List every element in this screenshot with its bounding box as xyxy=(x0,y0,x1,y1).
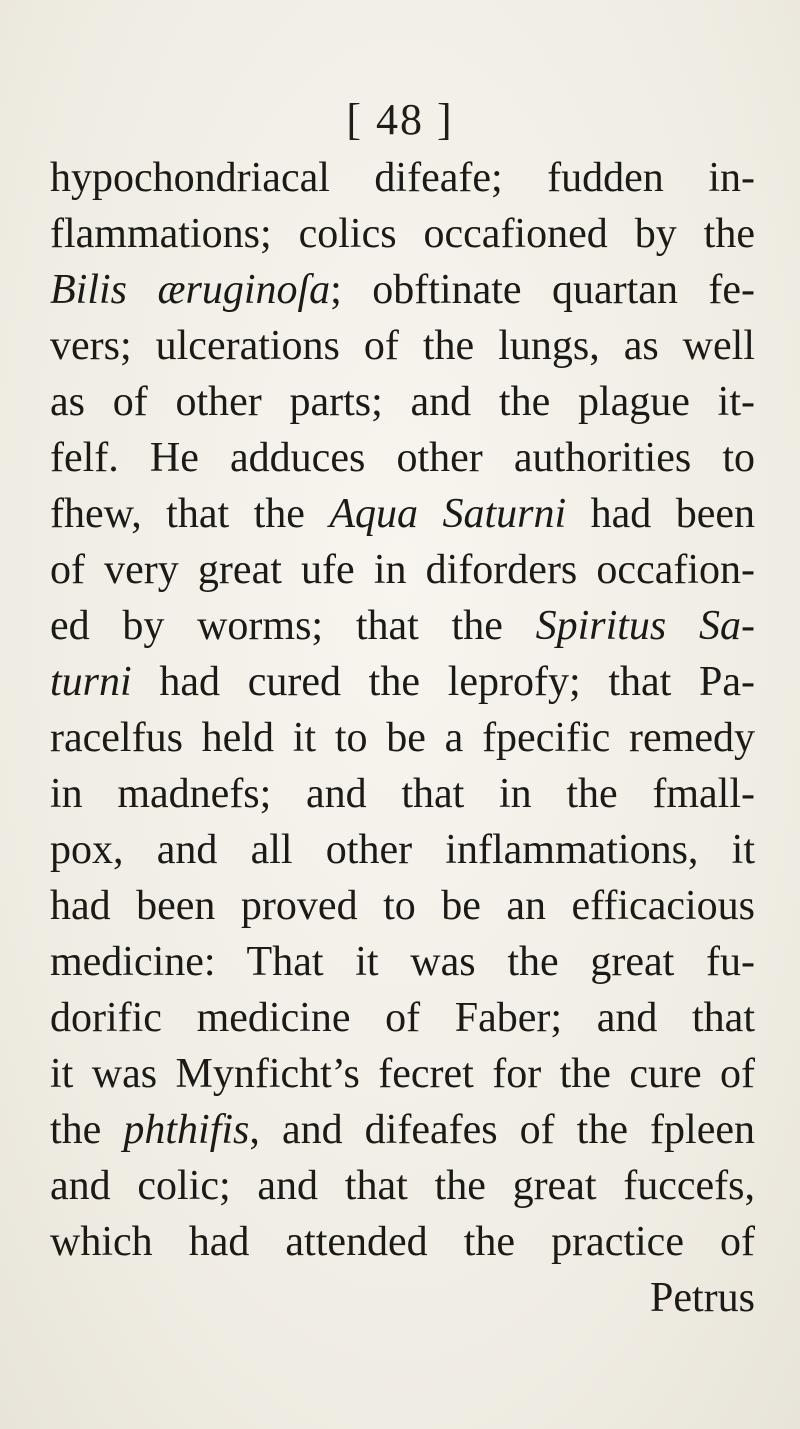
text-line xyxy=(50,766,755,822)
text-line xyxy=(50,486,755,542)
text-run: the xyxy=(50,1107,124,1153)
text-line xyxy=(50,654,755,710)
text-run: which had attended the practice of xyxy=(50,1219,755,1265)
text-run: hypochondriacal difeafe; fudden in- xyxy=(50,155,755,201)
text-run: vers; ulcerations of the lungs, as well xyxy=(50,323,755,369)
text-run: it was Mynficht’s fecret for the cure of xyxy=(50,1051,755,1097)
text-run: had been proved to be an efficacious xyxy=(50,883,755,929)
text-run: Petrus xyxy=(650,1275,755,1321)
italic-text: Bilis æruginoſa xyxy=(50,267,331,313)
italic-text: Spiritus Sa- xyxy=(535,603,755,649)
text-run: ed by worms; that the xyxy=(50,603,536,649)
text-line xyxy=(50,374,755,430)
text-run: ; obftinate quartan fe- xyxy=(330,267,756,313)
text-line xyxy=(50,1270,755,1326)
text-line xyxy=(50,430,755,486)
text-line xyxy=(50,1046,755,1102)
text-run: as of other parts; and the plague it- xyxy=(50,379,755,425)
text-line xyxy=(50,1102,755,1158)
text-run: medicine: That it was the great fu- xyxy=(50,939,755,985)
text-line xyxy=(50,542,755,598)
text-run: and colic; and that the great fuccefs, xyxy=(50,1163,755,1209)
text-line xyxy=(50,878,755,934)
text-line xyxy=(50,150,755,206)
text-run: , and difeafes of the fpleen xyxy=(249,1107,755,1153)
text-line xyxy=(50,1158,755,1214)
text-run: had cured the leprofy; that Pa- xyxy=(131,659,755,705)
body-text xyxy=(50,150,755,1326)
text-line xyxy=(50,318,755,374)
text-run: pox, and all other inflammations, it xyxy=(50,827,755,873)
text-run: had been xyxy=(566,491,755,537)
text-line xyxy=(50,990,755,1046)
italic-text: Aqua Saturni xyxy=(329,491,567,537)
text-run: felf. He adduces other authorities to xyxy=(50,435,755,481)
text-line xyxy=(50,934,755,990)
text-line xyxy=(50,1214,755,1270)
text-line xyxy=(50,710,755,766)
text-run: fhew, that the xyxy=(50,491,330,537)
text-line xyxy=(50,262,755,318)
text-line xyxy=(50,822,755,878)
italic-text: turni xyxy=(50,659,132,705)
text-line xyxy=(50,206,755,262)
text-run: in madnefs; and that in the fmall- xyxy=(50,771,755,817)
text-run: dorific medicine of Faber; and that xyxy=(50,995,755,1041)
page-number-header: [ 48 ] xyxy=(346,95,454,144)
text-line xyxy=(50,598,755,654)
text-run: racelfus held it to be a fpecific remedy xyxy=(50,715,755,761)
text-run: flammations; colics occafioned by the xyxy=(50,211,755,257)
italic-text: phthifis xyxy=(123,1107,250,1153)
text-run: of very great ufe in diforders occafion- xyxy=(50,547,755,593)
